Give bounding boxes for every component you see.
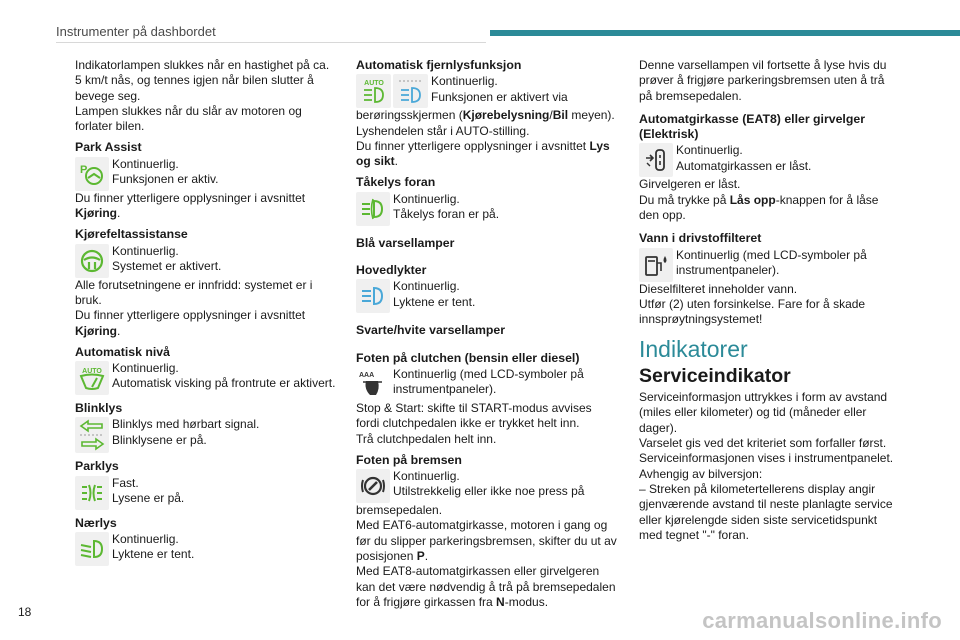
heading-auto-level: Automatisk nivå <box>75 344 170 359</box>
parking-lights-icon <box>75 476 109 510</box>
foot-on-brake-icon <box>356 469 390 503</box>
turn-signal-icon <box>75 417 109 453</box>
text-line: Indikatorlampen slukkes når en hastighet på ca. <box>75 58 330 72</box>
bold-reference: Kjøring <box>75 206 117 221</box>
heading-fog-front: Tåkelys foran <box>356 175 436 190</box>
description-line: Automatgirkassen er låst. <box>676 158 812 173</box>
text-line: fordi clutchpedalen ikke er trykket helt inn. <box>356 416 580 431</box>
gear-selector-locked-icon <box>639 143 673 177</box>
status-line: Fast. <box>112 475 139 490</box>
description-line: Tåkelys foran er på. <box>393 207 500 222</box>
text-span: meyen). <box>568 108 615 123</box>
watermark: carmanualsonline.info <box>702 608 942 633</box>
text-line: bevege seg. <box>75 88 141 103</box>
text-span: posisjonen <box>356 549 417 564</box>
auto-label: AUTO <box>82 368 102 376</box>
description-line: Utilstrekkelig eller ikke noe press på <box>393 484 585 499</box>
status-line: Kontinuerlig. <box>393 191 460 206</box>
status-line: Kontinuerlig. <box>112 532 179 547</box>
heading-parklys: Parklys <box>75 459 119 474</box>
entry-water-in-fuel <box>639 248 901 282</box>
entry-clutch <box>356 367 622 401</box>
lane-assist-icon <box>75 244 109 278</box>
text-line: kan det være nødvendig å trå på bremsepedalen <box>356 579 616 594</box>
entry-brake <box>356 469 622 503</box>
page-number: 18 <box>18 605 32 619</box>
heading-blinklys: Blinklys <box>75 401 123 416</box>
text-line <box>356 139 622 154</box>
auto-label: AUTO <box>363 80 384 88</box>
description-line: Lysene er på. <box>112 491 185 506</box>
bold-reference: Bil <box>552 108 569 123</box>
bold-reference: P <box>416 549 425 564</box>
text-line: Med EAT8-automatgirkassen eller girvelgeren <box>356 564 600 579</box>
text-line: (miles eller kilometer) og tid (måneder eller <box>639 405 867 420</box>
text-line: Serviceinformasjonen vises i instrumentpanelet. <box>639 451 894 466</box>
text-span: for å frigjøre girkassen fra <box>356 594 497 609</box>
status-line: Blinklys med hørbart signal. <box>112 417 260 432</box>
text-line: Dieselfilteret inneholder vann. <box>639 281 798 296</box>
auto-wiper-icon <box>75 361 109 395</box>
punctuation: . <box>394 154 399 169</box>
text-line: dager). <box>639 420 678 435</box>
text-line: prøver å frigjøre parkeringsbremsen uten å trå <box>639 73 885 88</box>
entry-auto-level <box>75 361 337 395</box>
heading-lane-assist: Kjørefeltassistanse <box>75 227 188 242</box>
entry-blinklys <box>75 417 337 453</box>
text-span: Du finner ytterligere opplysninger i avsnittet <box>356 138 590 153</box>
bold-reference: N <box>496 594 505 609</box>
text-line: Alle forutsetningene er innfridd: systemet er i <box>75 277 313 292</box>
text-line: gjenværende avstand til neste planlagte service <box>639 497 893 512</box>
text-line: Trå clutchpedalen helt inn. <box>356 431 497 446</box>
text-line: Serviceinformasjon uttrykkes i form av avstand <box>639 390 888 405</box>
description-line: Lyktene er tent. <box>112 547 195 562</box>
bold-reference: Lys <box>589 138 610 153</box>
description-line: Automatisk visking på frontrute er aktivert. <box>112 376 336 391</box>
auto-high-beam-green-icon <box>356 74 391 108</box>
punctuation: . <box>117 323 121 338</box>
text-line: Avhengig av bilversjon: <box>639 466 763 481</box>
text-line: forlater bilen. <box>75 119 145 134</box>
description-line: Systemet er aktivert. <box>112 258 222 273</box>
heading-line: (Elektrisk) <box>639 127 699 142</box>
heading-black-white-lamps: Svarte/hvite varsellamper <box>356 323 506 338</box>
text-line: bruk. <box>75 292 102 307</box>
status-line: Kontinuerlig. <box>676 143 743 158</box>
text-line: Utfør (2) uten forsinkelse. Fare for å skade <box>639 296 866 311</box>
heading-blue-lamps: Blå varsellamper <box>356 235 455 250</box>
heading-gearbox <box>639 112 901 143</box>
header-divider <box>56 42 486 43</box>
text-line <box>639 193 901 208</box>
text-line <box>356 154 622 169</box>
heading-clutch: Foten på clutchen (bensin eller diesel) <box>356 350 580 365</box>
foot-on-clutch-icon <box>356 367 390 401</box>
text-line: Lyshendelen står i AUTO-stilling. <box>356 123 530 138</box>
text-line: Lampen slukkes når du slår av motoren og <box>75 103 302 118</box>
text-line <box>356 549 622 564</box>
low-beam-icon <box>75 532 109 566</box>
text-span: berøringsskjermen ( <box>356 108 463 123</box>
description-line: Lyktene er tent. <box>393 294 476 309</box>
entry-auto-high-beam <box>356 74 622 108</box>
status-line: Kontinuerlig. <box>393 469 460 484</box>
column-1 <box>75 58 337 566</box>
text-line: – Streken på kilometertellerens display angir <box>639 481 876 496</box>
column-2 <box>356 58 622 610</box>
auto-high-beam-icons <box>356 74 428 108</box>
bold-reference: og sikt <box>356 154 395 169</box>
heading-park-assist: Park Assist <box>75 140 142 155</box>
text-span: -modus. <box>504 594 549 609</box>
service-indicator-body <box>639 390 901 543</box>
bold-reference: Kjørebelysning <box>462 108 550 123</box>
text-span: Du må trykke på <box>639 192 730 207</box>
entry-naerlys <box>75 532 337 566</box>
status-line: Kontinuerlig. <box>112 243 179 258</box>
text-line: Denne varsellampen vil fortsette å lyse hvis du <box>639 58 887 72</box>
description-line: Funksjonen er aktivert via <box>431 89 568 104</box>
section-title-service-indicator: Serviceindikator <box>639 364 791 387</box>
text-line <box>356 108 622 123</box>
text-line <box>75 206 337 221</box>
text-line: Med EAT6-automatgirkasse, motoren i gang og <box>356 518 608 533</box>
entry-lane-assist <box>75 244 337 278</box>
heading-high-beam: Hovedlykter <box>356 263 427 278</box>
text-line <box>356 595 622 610</box>
text-line: den opp. <box>639 208 686 223</box>
svg-text:P: P <box>80 163 88 176</box>
heading-line: Automatgirkasse (EAT8) eller girvelger <box>639 111 865 126</box>
text-line: Girvelgeren er låst. <box>639 177 741 192</box>
text-line: Stop & Start: skifte til START-modus avvises <box>356 400 592 415</box>
front-fog-light-icon <box>356 192 390 226</box>
description-line: Blinklysene er på. <box>112 432 207 447</box>
text-line: bremsepedalen. <box>356 503 443 518</box>
punctuation: . <box>424 549 429 564</box>
status-line: Kontinuerlig (med LCD-symboler på <box>393 366 584 381</box>
column-3 <box>639 58 901 543</box>
text-line: Du finner ytterligere opplysninger i avsnittet <box>75 308 306 323</box>
text-span: -knappen for å låse <box>775 192 879 207</box>
separator: / <box>549 108 553 123</box>
text-line: med tegnet "-" foran. <box>639 527 749 542</box>
water-in-fuel-icon <box>639 248 673 282</box>
text-line: 5 km/t nås, og tennes igjen når bilen slutter å <box>75 73 314 88</box>
entry-high-beam <box>356 279 622 313</box>
bold-reference: Kjøring <box>75 323 117 338</box>
auto-high-beam-blue-icon <box>393 74 428 108</box>
description-line: instrumentpaneler). <box>676 262 780 277</box>
header-accent-bar <box>490 30 960 36</box>
svg-text:AAA: AAA <box>359 371 375 379</box>
section-title-indicators: Indikatorer <box>639 335 748 362</box>
status-line: Kontinuerlig (med LCD-symboler på <box>676 247 867 262</box>
page-header-title: Instrumenter på dashbordet <box>56 24 216 39</box>
text-line: Varselet gis ved det kriteriet som forfaller først. <box>639 436 887 451</box>
punctuation: . <box>117 206 121 221</box>
park-assist-icon <box>75 157 109 191</box>
heading-brake: Foten på bremsen <box>356 452 462 467</box>
text-line <box>75 324 337 339</box>
heading-auto-high-beam: Automatisk fjernlysfunksjon <box>356 58 522 72</box>
text-line: på bremsepedalen. <box>639 88 742 103</box>
entry-fog-front <box>356 192 622 226</box>
text-line: eller kjørelengde siden siste servicetidspunkt <box>639 512 878 527</box>
status-line: Kontinuerlig. <box>112 361 179 376</box>
description-line: Funksjonen er aktiv. <box>112 172 219 187</box>
high-beam-icon <box>356 279 390 313</box>
text-line: innsprøytningsystemet! <box>639 312 763 327</box>
status-line: Kontinuerlig. <box>431 74 498 89</box>
entry-parklys <box>75 476 337 510</box>
text-line: Du finner ytterligere opplysninger i avsnittet <box>75 190 306 205</box>
heading-naerlys: Nærlys <box>75 515 117 530</box>
text-line: før du slipper parkeringsbremsen, skifter du ut av <box>356 533 617 548</box>
intro-paragraph <box>75 58 337 134</box>
status-line: Kontinuerlig. <box>112 156 179 171</box>
heading-water-in-fuel: Vann i drivstoffilteret <box>639 231 762 246</box>
status-line: Kontinuerlig. <box>393 279 460 294</box>
description-line: instrumentpaneler). <box>393 382 497 397</box>
entry-park-assist <box>75 157 337 191</box>
entry-gearbox <box>639 143 901 177</box>
bold-reference: Lås opp <box>729 192 776 207</box>
